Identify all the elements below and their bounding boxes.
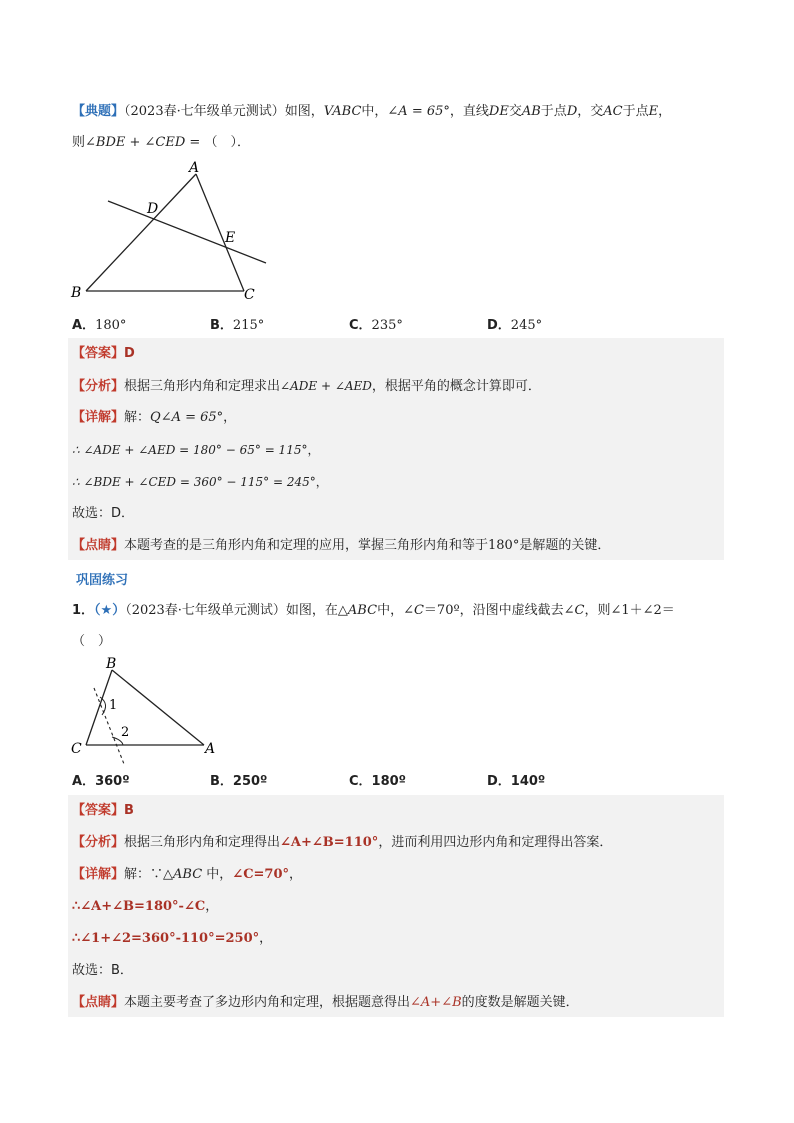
example-tag: 【典题】 bbox=[72, 104, 125, 119]
q1-step-1 bbox=[72, 898, 218, 916]
option-value: 140º bbox=[510, 774, 546, 789]
side-ac: AC bbox=[603, 104, 623, 119]
example-question-line2 bbox=[72, 134, 250, 152]
detail-text: 解： bbox=[124, 410, 151, 425]
answer-value: B bbox=[124, 803, 134, 818]
detail-text: 解：∵△ bbox=[124, 867, 174, 882]
q1-source: （2023春·七年级单元测试） bbox=[125, 603, 286, 618]
option-value: 235° bbox=[371, 318, 403, 333]
example-text: ， bbox=[658, 104, 672, 119]
q1-text: 中，∠ bbox=[377, 603, 414, 618]
q1-detail bbox=[72, 866, 302, 884]
example-step-2 bbox=[72, 473, 328, 491]
label-2: 2 bbox=[121, 725, 130, 740]
comment-expression: ∠A+∠B bbox=[410, 995, 462, 1010]
q1-analysis bbox=[72, 834, 612, 852]
analysis-text: ，进而利用四边形内角和定理得出答案． bbox=[378, 835, 613, 850]
comment-text: 本题主要考查了多边形内角和定理，根据题意得出 bbox=[124, 995, 411, 1010]
q1-choose bbox=[72, 962, 133, 980]
q1-text: 如图，在△ bbox=[285, 603, 348, 618]
label-a: A bbox=[205, 741, 216, 757]
example-text: 中， bbox=[361, 104, 388, 119]
comment-text: 的度数是解题关键． bbox=[461, 995, 579, 1010]
line-de-drawn bbox=[108, 201, 266, 263]
example-text: ，直线 bbox=[449, 104, 489, 119]
analysis-text: 根据三角形内角和定理得出 bbox=[124, 835, 281, 850]
example-detail bbox=[72, 409, 236, 427]
q1-option-a[interactable] bbox=[72, 770, 130, 789]
option-letter: A． bbox=[72, 318, 96, 333]
example-text: ，交 bbox=[577, 104, 604, 119]
q1-option-b[interactable] bbox=[210, 770, 267, 789]
q1-option-c[interactable] bbox=[349, 770, 406, 789]
analysis-text: ，根据平角的概念计算即可． bbox=[371, 379, 541, 394]
step-expression: ∴∠1+∠2=360°-110°=250° bbox=[72, 931, 260, 946]
point-d: D bbox=[566, 104, 578, 119]
q1-answer bbox=[72, 802, 134, 820]
detail-expression: ∠C=70° bbox=[232, 867, 290, 882]
example-question-line1 bbox=[72, 103, 671, 121]
q1-comment bbox=[72, 994, 579, 1012]
label-a: A bbox=[189, 160, 200, 176]
label-c: C bbox=[244, 287, 255, 303]
q1-angle-c: C bbox=[413, 603, 424, 618]
detail-tag: 【详解】 bbox=[72, 410, 125, 425]
q1-text: ，则∠1＋∠2＝ bbox=[584, 603, 675, 618]
detail-tag: 【详解】 bbox=[72, 867, 125, 882]
comment-text: 本题考查的是三角形内角和定理的应用，掌握三角形内角和等于180°是解题的关键． bbox=[124, 538, 611, 553]
answer-value: D bbox=[124, 346, 135, 361]
option-value: 250º bbox=[232, 774, 268, 789]
example-source: （2023春·七年级单元测试） bbox=[124, 104, 285, 119]
side-ac-line bbox=[196, 174, 244, 291]
example-option-a[interactable] bbox=[72, 314, 126, 333]
example-text: 于点 bbox=[622, 104, 649, 119]
option-value: 215° bbox=[232, 318, 265, 333]
comment-tag: 【点睛】 bbox=[72, 538, 125, 553]
label-b: B bbox=[106, 656, 117, 672]
detail-text: ， bbox=[289, 867, 303, 882]
side-ab: AB bbox=[521, 104, 541, 119]
example-text: = （ ）． bbox=[185, 135, 250, 150]
q1-angle-c: C bbox=[574, 603, 585, 618]
example-comment bbox=[72, 537, 610, 555]
angle-a-given: ∠A = 65° bbox=[387, 104, 450, 119]
q1-figure bbox=[66, 654, 226, 766]
example-answer bbox=[72, 345, 135, 363]
point-e: E bbox=[648, 104, 659, 119]
option-letter: C． bbox=[349, 774, 372, 789]
example-analysis bbox=[72, 377, 541, 396]
label-e: E bbox=[225, 230, 236, 246]
q1-text: ＝70º，沿图中虚线截去∠ bbox=[423, 603, 575, 618]
label-c: C bbox=[71, 741, 82, 757]
detail-text: 中， bbox=[202, 867, 233, 882]
choose-value: D． bbox=[111, 506, 135, 521]
step-end: ， bbox=[205, 899, 219, 914]
example-text: 则 bbox=[72, 135, 86, 150]
option-value: 360º bbox=[95, 774, 130, 789]
triangle-name: VABC bbox=[323, 104, 362, 119]
step-expression: ∴ ∠ADE + ∠AED = 180° − 65° = 115° bbox=[72, 443, 308, 457]
label-b: B bbox=[71, 285, 82, 301]
option-letter: C． bbox=[349, 318, 372, 333]
section-title: 巩固练习 bbox=[76, 573, 129, 588]
q1-triangle: ABC bbox=[347, 603, 378, 618]
analysis-tag: 【分析】 bbox=[72, 379, 125, 394]
choose-text: 故选： bbox=[72, 506, 112, 521]
side-ba bbox=[86, 174, 196, 291]
answer-tag: 【答案】 bbox=[72, 803, 125, 818]
answer-tag: 【答案】 bbox=[72, 346, 125, 361]
option-letter: D． bbox=[487, 774, 511, 789]
q1-step-2 bbox=[72, 930, 272, 948]
option-value: 180° bbox=[95, 318, 127, 333]
example-text: 如图， bbox=[284, 104, 324, 119]
label-1: 1 bbox=[109, 698, 118, 713]
option-letter: D． bbox=[487, 318, 511, 333]
q1-line1 bbox=[72, 602, 675, 620]
option-letter: B． bbox=[210, 774, 233, 789]
analysis-expression: ∠A+∠B=110° bbox=[280, 835, 379, 850]
step-end: ， bbox=[307, 443, 320, 457]
q1-blank: （ ） bbox=[72, 634, 112, 649]
example-choose bbox=[72, 505, 134, 523]
example-option-b[interactable] bbox=[210, 314, 264, 333]
example-expression: ∠BDE + ∠CED bbox=[85, 135, 186, 150]
analysis-expression: ∠ADE + ∠AED bbox=[280, 379, 372, 393]
q1-line2 bbox=[72, 633, 111, 651]
analysis-tag: 【分析】 bbox=[72, 835, 125, 850]
line-de: DE bbox=[488, 104, 509, 119]
option-letter: A． bbox=[72, 774, 96, 789]
step-expression: ∴ ∠BDE + ∠CED = 360° − 115° = 245° bbox=[72, 475, 316, 489]
q1-option-d[interactable] bbox=[487, 770, 545, 789]
step-expression: ∴∠A+∠B=180°-∠C bbox=[72, 899, 206, 914]
choose-text: 故选： bbox=[72, 963, 112, 978]
example-text: 于点 bbox=[540, 104, 567, 119]
q1-number: 1． bbox=[72, 603, 95, 618]
detail-expression: Q∠A = 65° bbox=[150, 410, 224, 425]
option-value: 180º bbox=[371, 774, 407, 789]
example-step-1 bbox=[72, 441, 319, 459]
step-end: ， bbox=[259, 931, 273, 946]
example-option-c[interactable] bbox=[349, 314, 403, 333]
analysis-text: 根据三角形内角和定理求出 bbox=[124, 379, 281, 394]
star-icon: （★） bbox=[94, 603, 126, 618]
step-end: ， bbox=[315, 475, 328, 489]
detail-text: ， bbox=[223, 410, 237, 425]
example-figure bbox=[66, 156, 276, 306]
option-value: 245° bbox=[510, 318, 543, 333]
detail-triangle: ABC bbox=[173, 867, 203, 882]
label-d: D bbox=[147, 201, 159, 217]
comment-tag: 【点睛】 bbox=[72, 995, 125, 1010]
example-text: 交 bbox=[508, 104, 522, 119]
option-letter: B． bbox=[210, 318, 233, 333]
example-option-d[interactable] bbox=[487, 314, 542, 333]
choose-value: B． bbox=[111, 963, 133, 978]
